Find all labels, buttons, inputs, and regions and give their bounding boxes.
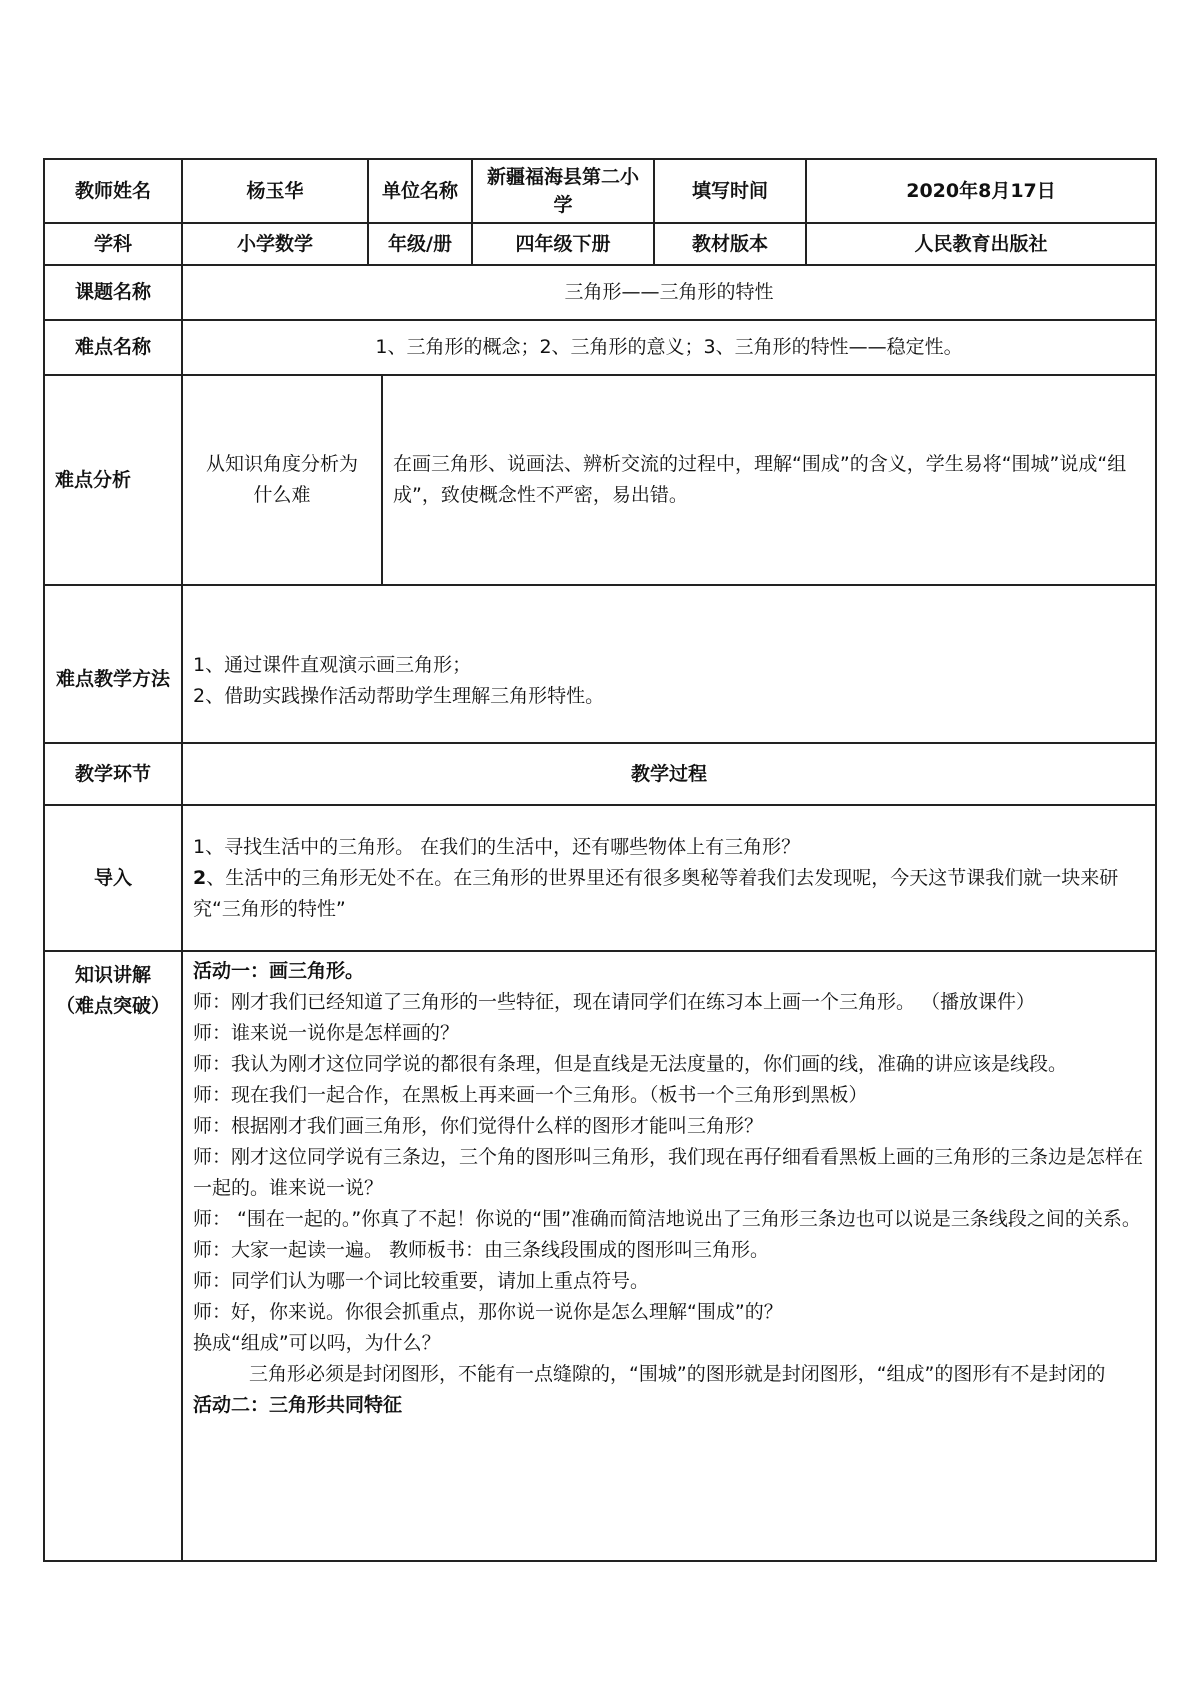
- intro-line-text: 、生活中的三角形无处不在。在三角形的世界里还有很多奥秘等着我们去发现呢，今天这节课我们就一块来研究“三角形的特性”: [193, 866, 1119, 920]
- method-label: 难点教学方法: [44, 585, 182, 743]
- method-row: [44, 585, 1156, 743]
- knowledge-indented-line: 三角形必须是封闭图形，不能有一点缝隙的，“围城”的图形就是封闭图形，“组成”的图形有不是封闭的: [249, 1363, 1106, 1385]
- difficulty-value: 1、三角形的概念；2、三角形的意义；3、三角形的特性——稳定性。: [182, 320, 1156, 375]
- knowledge-label: [44, 951, 182, 1561]
- intro-line: 1、寻找生活中的三角形。 在我们的生活中，还有哪些物体上有三角形？: [193, 835, 801, 858]
- knowledge-line: 师：好，你来说。你很会抓重点，那你说一说你是怎么理解“围成”的？: [193, 1301, 783, 1323]
- teacher-name: 杨玉华: [182, 159, 368, 223]
- intro-content: [182, 805, 1156, 951]
- knowledge-line: 师：大家一起读一遍。 教师板书：由三条线段围成的图形叫三角形。: [193, 1239, 770, 1261]
- analysis-label: 难点分析: [44, 375, 182, 585]
- activity-heading: 活动二：三角形共同特征: [193, 1394, 403, 1416]
- knowledge-line: 师：刚才这位同学说有三条边，三个角的图形叫三角形，我们现在再仔细看看黑板上画的三角形的三条边是怎样在一起的。谁来说一说？: [193, 1146, 1144, 1199]
- knowledge-line: 换成“组成”可以吗，为什么？: [193, 1332, 441, 1354]
- difficulty-label: 难点名称: [44, 320, 182, 375]
- difficulty-row: [44, 320, 1156, 375]
- analysis-text: 在画三角形、说画法、辨析交流的过程中，理解“围成”的含义，学生易将“围城”说成“组成”，致使概念性不严密，易出错。: [393, 453, 1127, 506]
- knowledge-label-line: （难点突破）: [55, 995, 170, 1017]
- edition-label: 教材版本: [654, 223, 806, 265]
- lesson-plan-table: [43, 158, 1157, 1562]
- topic-label: 课题名称: [44, 265, 182, 320]
- knowledge-line: 师：谁来说一说你是怎样画的？: [193, 1022, 460, 1044]
- knowledge-content: [182, 951, 1156, 1561]
- method-item: 2、借助实践操作活动帮助学生理解三角形特性。: [193, 685, 605, 707]
- subject-row: [44, 223, 1156, 265]
- intro-row: [44, 805, 1156, 951]
- unit-label: 单位名称: [368, 159, 472, 223]
- lesson-plan-sheet: [43, 158, 1155, 1562]
- unit-name: 新疆福海县第二小学: [472, 159, 654, 223]
- knowledge-line: 师：刚才我们已经知道了三角形的一些特征，现在请同学们在练习本上画一个三角形。 （播放课件）: [193, 991, 1036, 1013]
- intro-line: [193, 863, 1145, 925]
- grade-value: 四年级下册: [472, 223, 654, 265]
- knowledge-line: 师：同学们认为哪一个词比较重要，请加上重点符号。: [193, 1270, 650, 1292]
- process-value: 教学过程: [182, 743, 1156, 805]
- knowledge-row: [44, 951, 1156, 1561]
- grade-label: 年级/册: [368, 223, 472, 265]
- analysis-content: [182, 375, 1156, 585]
- teacher-label: 教师姓名: [44, 159, 182, 223]
- topic-value: 三角形——三角形的特性: [182, 265, 1156, 320]
- header-row: [44, 159, 1156, 223]
- intro-label: 导入: [44, 805, 182, 951]
- activity-heading: 活动一：画三角形。: [193, 960, 365, 982]
- knowledge-line: 师：我认为刚才这位同学说的都很有条理，但是直线是无法度量的，你们画的线，准确的讲应该是线段。: [193, 1053, 1068, 1075]
- analysis-sub-label: 从知识角度分析为什么难: [183, 376, 383, 584]
- knowledge-line: 师：现在我们一起合作，在黑板上再来画一个三角形。（板书一个三角形到黑板）: [193, 1084, 868, 1106]
- method-item: 1、通过课件直观演示画三角形；: [193, 654, 472, 676]
- date-value: 2020年8月17日: [806, 159, 1156, 223]
- knowledge-line: 师： “围在一起的。”你真了不起！你说的“围”准确而简洁地说出了三角形三条边也可以说是三条线段之间的关系。: [193, 1208, 1141, 1230]
- topic-row: [44, 265, 1156, 320]
- process-row: [44, 743, 1156, 805]
- subject-label: 学科: [44, 223, 182, 265]
- subject-value: 小学数学: [182, 223, 368, 265]
- analysis-row: [44, 375, 1156, 585]
- knowledge-label-line: 知识讲解: [74, 964, 151, 986]
- intro-line-number: 2: [193, 866, 207, 889]
- date-label: 填写时间: [654, 159, 806, 223]
- edition-value: 人民教育出版社: [806, 223, 1156, 265]
- process-label: 教学环节: [44, 743, 182, 805]
- knowledge-line: 师：根据刚才我们画三角形，你们觉得什么样的图形才能叫三角形？: [193, 1115, 764, 1137]
- method-content: [182, 585, 1156, 743]
